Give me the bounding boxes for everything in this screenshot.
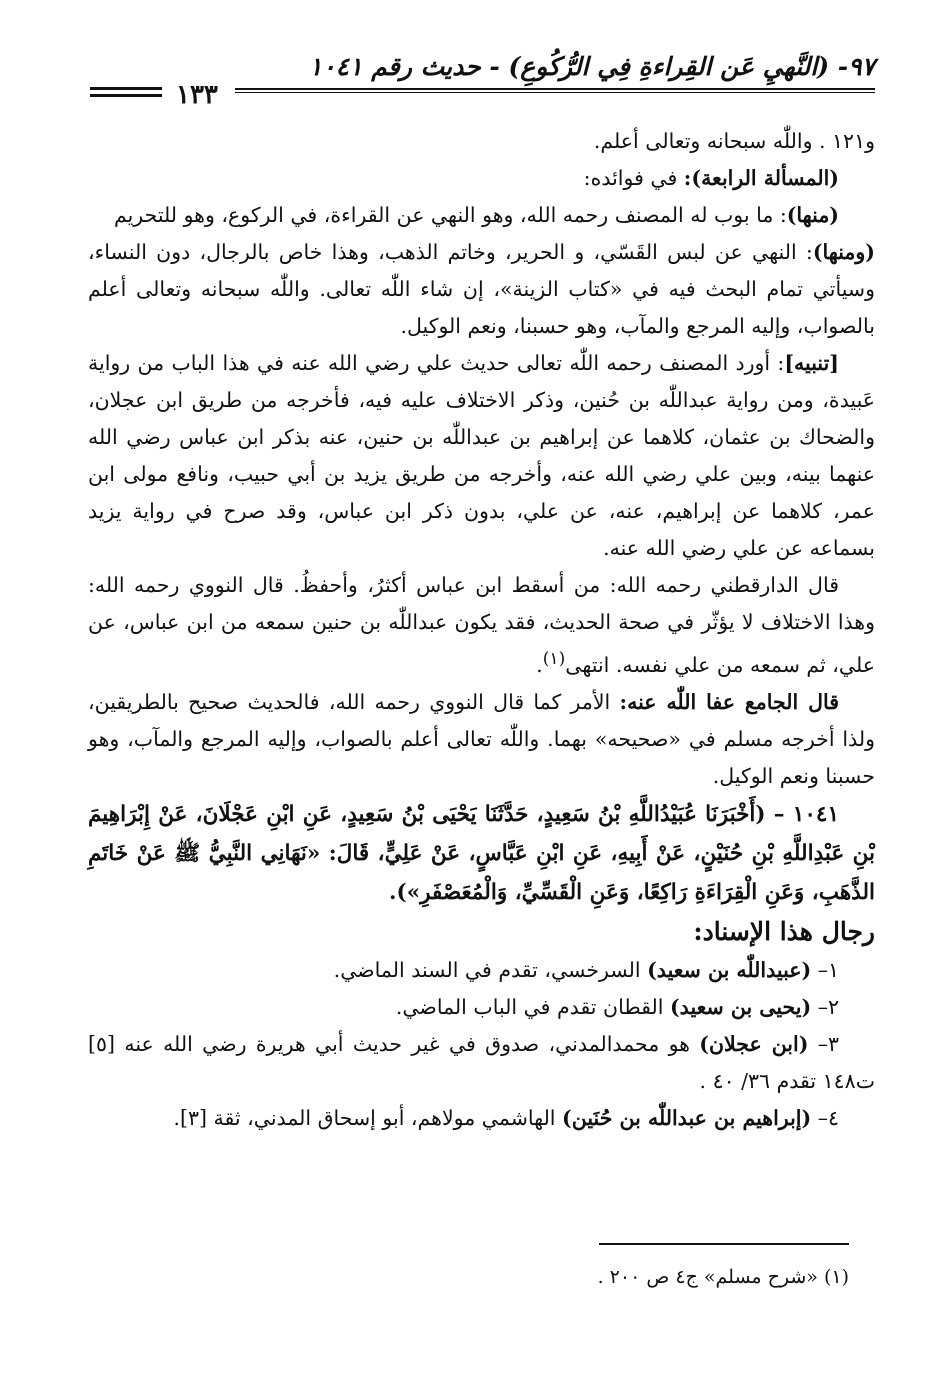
paragraph-compiler [88,684,875,795]
rijal-item [88,952,875,989]
rijal-item-number: ٢– [811,994,839,1019]
benefit-one-label: (منها) [786,203,839,227]
rijal-heading: رجال هذا الإسناد: [693,916,875,946]
rijal-item [88,1026,875,1100]
daraqutni-text: قال الدارقطني رحمه الله: من أسقط ابن عباس أكثرُ، وأحفظُ. قال النووي رحمه الله: وهذا الاختلاف لا يؤثّر في صحة الحديث، فقد يكون عبداللّٰه بن حنين سمعه من ابن عباس، عن علي، ثم سمعه من علي نفسه. انتهى [88,573,875,677]
header-rule-thin [235,92,875,93]
paragraph-notice [88,345,875,567]
footnote: (١) «شرح مسلم» ج٤ ص ٢٠٠ . [597,1266,849,1288]
rijal-item-number: ١– [811,957,839,982]
page-number-rule-bottom [90,94,162,97]
header-title: ٩٧- (النَّهيِ عَن القِراءةِ فِي الرُّكُوعِ) - حديث رقم ١٠٤١ [308,52,875,81]
rijal-item-name: (ابن عجلان) [699,1031,809,1056]
rijal-item [88,1100,875,1137]
rijal-item-name: (إبراهيم بن عبداللّٰه بن حُنَين) [562,1105,812,1130]
rijal-item-number: ٣– [808,1031,839,1056]
compiler-label: قال الجامع عفا اللّٰه عنه: [619,689,840,714]
header-rule [235,88,875,90]
rijal-item [88,989,875,1026]
paragraph-benefit-one [88,197,875,234]
rijal-item-text: الهاشمي مولاهم، أبو إسحاق المدني، ثقة [٣]. [173,1105,563,1130]
hadith-text: ١٠٤١ – (أَخْبَرَنَا عُبَيْدُاللَّهِ بْنُ سَعِيدٍ، حَدَّثَنَا يَحْيَى بْنُ سَعِيدٍ، عَنِ ابْنِ عَجْلَانَ، عَنْ إِبْرَاهِيمَ بْنِ عَبْدِاللَّهِ بْنِ حُنَيْنٍ، عَنْ أَبِيهِ، عَنِ ابْنِ عَبَّاسٍ، عَنْ عَلِيٍّ، قَالَ: «نَهَانِي النَّبِيُّ ﷺ عَنْ خَاتَمِ الذَّهَبِ، وَعَنِ الْقِرَاءَةِ رَاكِعًا، وَعَنِ الْقَسِّيِّ، وَالْمُعَصْفَرِ»). [88,801,875,905]
rijal-item-name: (عبيداللّٰه بن سعيد) [647,957,812,982]
rijal-item-text: القطان تقدم في الباب الماضي. [395,994,670,1019]
benefit-two-text: : النهي عن لبس القَسّي، و الحرير، وخاتم الذهب، وهذا خاص بالرجال، دون النساء، وسيأتي تمام البحث فيه في «كتاب الزينة»، إن شاء اللّٰه تعالى. واللّٰه سبحانه وتعالى أعلم بالصواب، وإليه المرجع والمآب، وهو حسبنا، ونعم الوكيل. [88,240,875,338]
page-body [88,123,875,1137]
daraqutni-end: . [536,652,543,677]
paragraph-issue-four [88,160,875,197]
rijal-item-name: (يحيى بن سعيد) [669,994,812,1019]
benefit-two-label: (ومنها) [812,240,875,264]
rijal-item-number: ٤– [811,1105,839,1130]
notice-label: [تنبيه] [784,351,839,375]
footnote-reference: (١) [542,649,566,669]
paragraph-closing: و١٢١ . واللّٰه سبحانه وتعالى أعلم. [593,129,875,153]
compiler-text: الأمر كما قال النووي رحمه الله، فالحديث صحيح بالطريقين، ولذا أخرجه مسلم في «صحيحه» بهما. واللّٰه تعالى أعلم بالصواب، وإليه المرجع والمآب، وهو حسبنا ونعم الوكيل. [88,689,875,788]
paragraph-benefit-two [88,234,875,345]
page-number-rule-top [90,87,162,90]
paragraph-daraqutni [88,567,875,684]
page-header [90,40,875,110]
issue-four-text: في فوائده: [583,166,684,190]
issue-four-label: (المسألة الرابعة): [683,166,839,190]
page-number: ١٣٣ [176,80,218,110]
notice-text: : أورد المصنف رحمه اللّٰه تعالى حديث علي رضي الله عنه في هذا الباب من رواية عَبيدة، ومن رواية عبداللّٰه بن حُنين، وذكر الاختلاف عليه فيه، فأخرجه من طريق ابن عجلان، والضحاك بن عثمان، كلاهما عن إبراهيم بن عبداللّٰه بن حنين، عنه بذكر ابن عباس رضي الله عنهما بينه، وبين علي رضي الله عنه، وأخرجه من طريق يزيد بن أبي حبيب، ونافع مولى ابن عمر، كلاهما عن إبراهيم، عنه، عن علي، بدون ذكر ابن عباس، وقد صرح في رواية يزيد بسماعه عن علي رضي الله عنه. [88,351,875,560]
rijal-item-text: هو محمدالمدني، صدوق في غير حديث أبي هريرة رضي الله عنه [٥] ت١٤٨ تقدم ٣٦/ ٤٠ . [88,1031,875,1093]
rijal-item-text: السرخسي، تقدم في السند الماضي. [333,957,648,982]
benefit-one-text: : ما بوب له المصنف رحمه الله، وهو النهي عن القراءة، في الركوع، وهو للتحريم [113,203,787,227]
footnote-divider [599,1243,849,1245]
